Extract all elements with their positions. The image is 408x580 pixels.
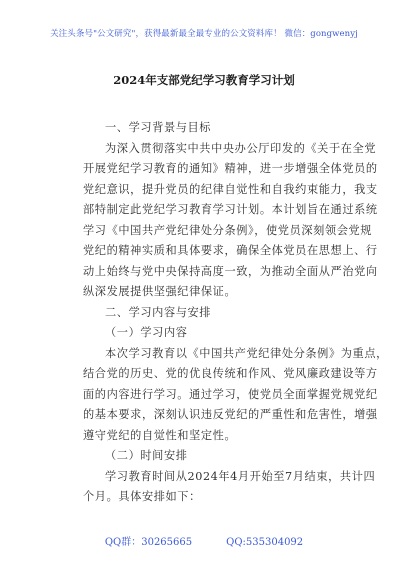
section-heading-content: 二、学习内容与安排	[105, 305, 212, 319]
paragraph-line: 面的内容进行学习。通过学习，使党员全面掌握党规党纪	[83, 387, 378, 401]
paragraph-line: 学习教育时间从2024年4月开始至7月结束，共计四	[105, 469, 376, 483]
subsection-heading-schedule: （二）时间安排	[105, 449, 188, 462]
paragraph-line: 的基本要求，深刻认识违反党纪的严重性和危害性，增强	[83, 408, 378, 421]
paragraph-line: 个月。具体安排如下：	[83, 490, 201, 503]
footer-qq-group: QQ群：30265665	[104, 537, 193, 548]
paragraph-line: 纵深发展提供坚强纪律保证。	[83, 285, 237, 298]
paragraph-line: 开展党纪学习教育的通知》精神，进一步增强全体党员的	[83, 162, 378, 175]
paragraph-line: 党纪意识，提升党员的纪律自觉性和自我约束能力，我支	[83, 182, 378, 196]
paragraph-line: 动上始终与党中央保持高度一致，为推动全面从严治党向	[83, 264, 378, 278]
section-heading-background: 一、学习背景与目标	[105, 121, 212, 134]
document-body	[83, 118, 388, 508]
paragraph-line: 学习《中国共产党纪律处分条例》，使党员深刻领会党规	[83, 223, 373, 237]
paragraph-line: 为深入贯彻落实中共中央办公厅印发的《关于在全党	[105, 141, 377, 155]
header-banner: 关注头条号"公文研究"，获得最新最全最专业的公文资料库！ 微信：gongwenyj	[50, 29, 358, 39]
paragraph-line: 党纪的精神实质和具体要求，确保全体党员在思想上、行	[83, 244, 378, 257]
paragraph-line: 部特制定此党纪学习教育学习计划。本计划旨在通过系统	[83, 203, 378, 216]
document-title: 2024年支部党纪学习教育学习计划	[113, 73, 295, 87]
footer-qq-number: QQ:535304092	[226, 537, 304, 548]
subsection-heading-content: （一）学习内容	[105, 326, 188, 339]
paragraph-line: 遵守党纪的自觉性和坚定性。	[83, 428, 237, 442]
paragraph-line: 本次学习教育以《中国共产党纪律处分条例》为重点，	[105, 346, 388, 360]
footer-contact	[0, 533, 408, 548]
paragraph-line: 结合党的历史、党的优良传统和作风、党风廉政建设等方	[83, 367, 378, 380]
